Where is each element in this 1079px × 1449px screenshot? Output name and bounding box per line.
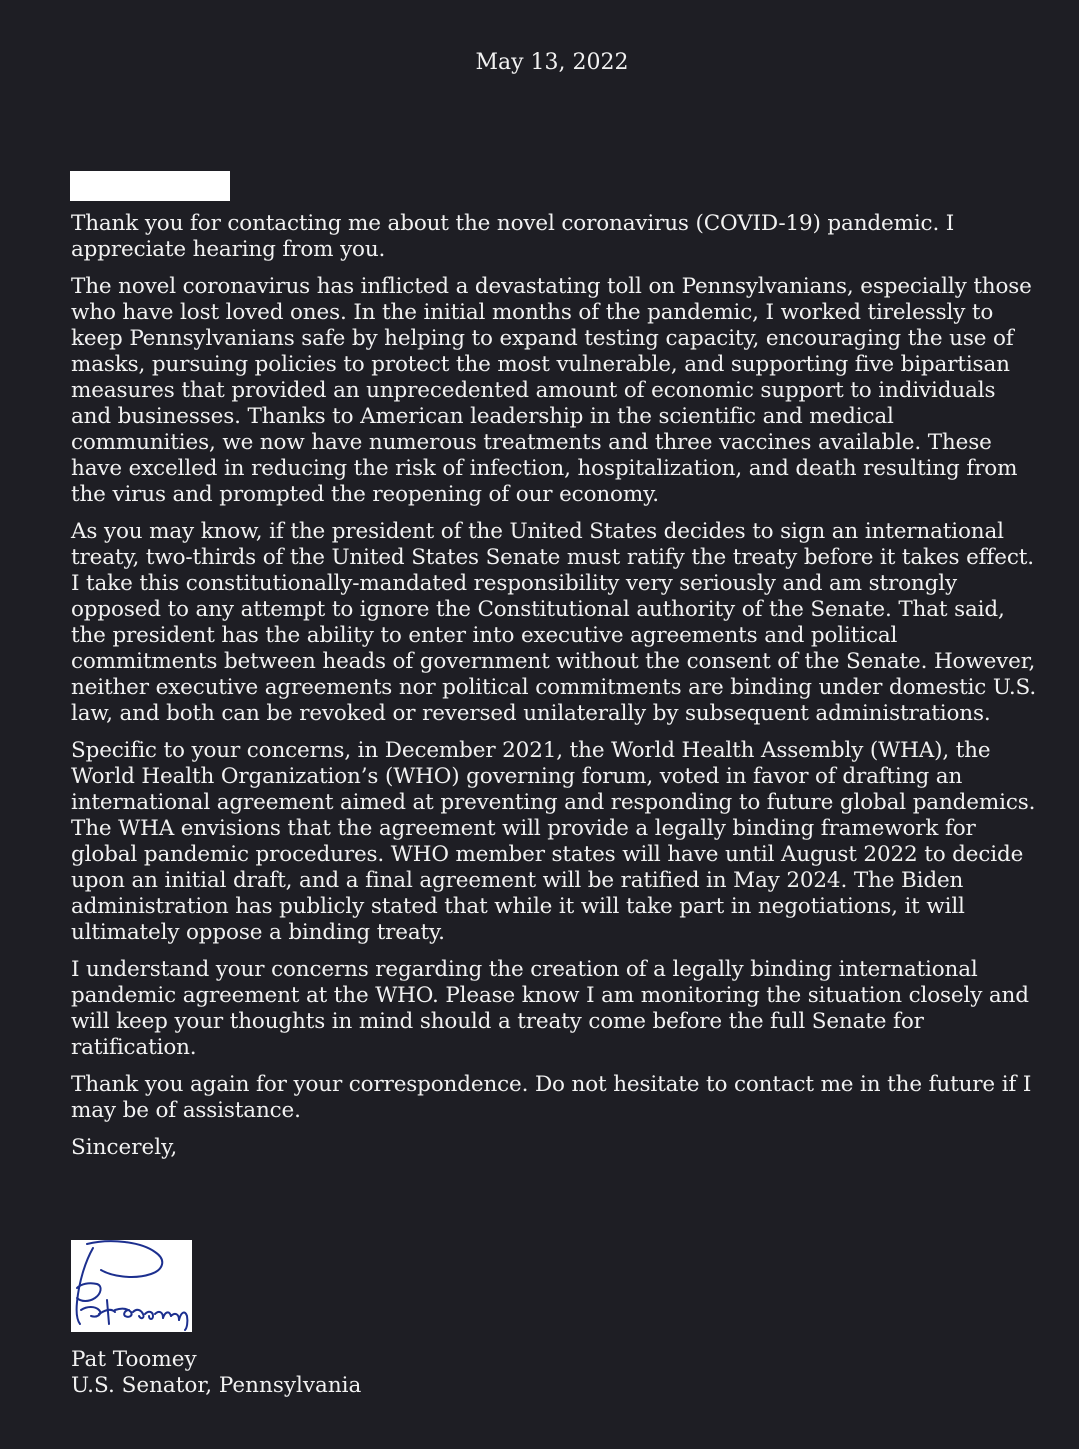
paragraph-concerns: I understand your concerns regarding the creation of a legally binding international pandemic agreement at the WHO. Please know I am monitoring the situation closely and will keep your thoughts in mind should a treaty come before the full Senate for ratification. xyxy=(71,957,1029,1060)
letter-date: May 13, 2022 xyxy=(475,50,629,75)
redacted-salutation xyxy=(70,171,230,201)
letter-body xyxy=(71,211,1039,1161)
paragraph-pandemic-response: The novel coronavirus has inflicted a devastating toll on Pennsylvanians, especially those who have lost loved ones. In the initial months of the pandemic, I worked tirelessly to keep Pennsylvanians safe by helping to expand testing capacity, encouraging the use of masks, pursuing policies to protect the most vulnerable, and supporting five bipartisan measures that provided an unprecedented amount of economic support to individuals and businesses. Thanks to American leadership in the scientific and medical communities, we now have numerous treatments and three vaccines available. These have excelled in reducing the risk of infection, hospitalization, and death resulting from the virus and prompted the reopening of our economy. xyxy=(71,274,1032,507)
signature-image xyxy=(71,1240,192,1332)
signature-icon xyxy=(71,1240,192,1332)
paragraph-thanks: Thank you again for your correspondence. Do not hesitate to contact me in the future if I may be of assistance. xyxy=(71,1072,1032,1123)
closing-line: Sincerely, xyxy=(71,1135,178,1160)
paragraph-intro: Thank you for contacting me about the novel coronavirus (COVID-19) pandemic. I appreciate hearing from you. xyxy=(71,211,955,262)
signer-title: U.S. Senator, Pennsylvania xyxy=(71,1373,362,1398)
signer-name: Pat Toomey xyxy=(71,1347,197,1372)
paragraph-who-agreement: Specific to your concerns, in December 2021, the World Health Assembly (WHA), the World Health Organization’s (WHO) governing forum, voted in favor of drafting an international agreement aimed at preventing and responding to future global pandemics. The WHA envisions that the agreement will provide a legally binding framework for global pandemic procedures. WHO member states will have until August 2022 to decide upon an initial draft, and a final agreement will be ratified in May 2024. The Biden administration has publicly stated that while it will take part in negotiations, it will ultimately oppose a binding treaty. xyxy=(71,738,1036,945)
paragraph-treaty-process: As you may know, if the president of the United States decides to sign an international treaty, two-thirds of the United States Senate must ratify the treaty before it takes effect. I take this constitutionally-mandated responsibility very seriously and am strongly opposed to any attempt to ignore the Constitutional authority of the Senate. That said, the president has the ability to enter into executive agreements and political commitments between heads of government without the consent of the Senate. However, neither executive agreements nor political commitments are binding under domestic U.S. law, and both can be revoked or reversed unilaterally by subsequent administrations. xyxy=(71,519,1037,726)
signature-block xyxy=(71,1347,361,1399)
